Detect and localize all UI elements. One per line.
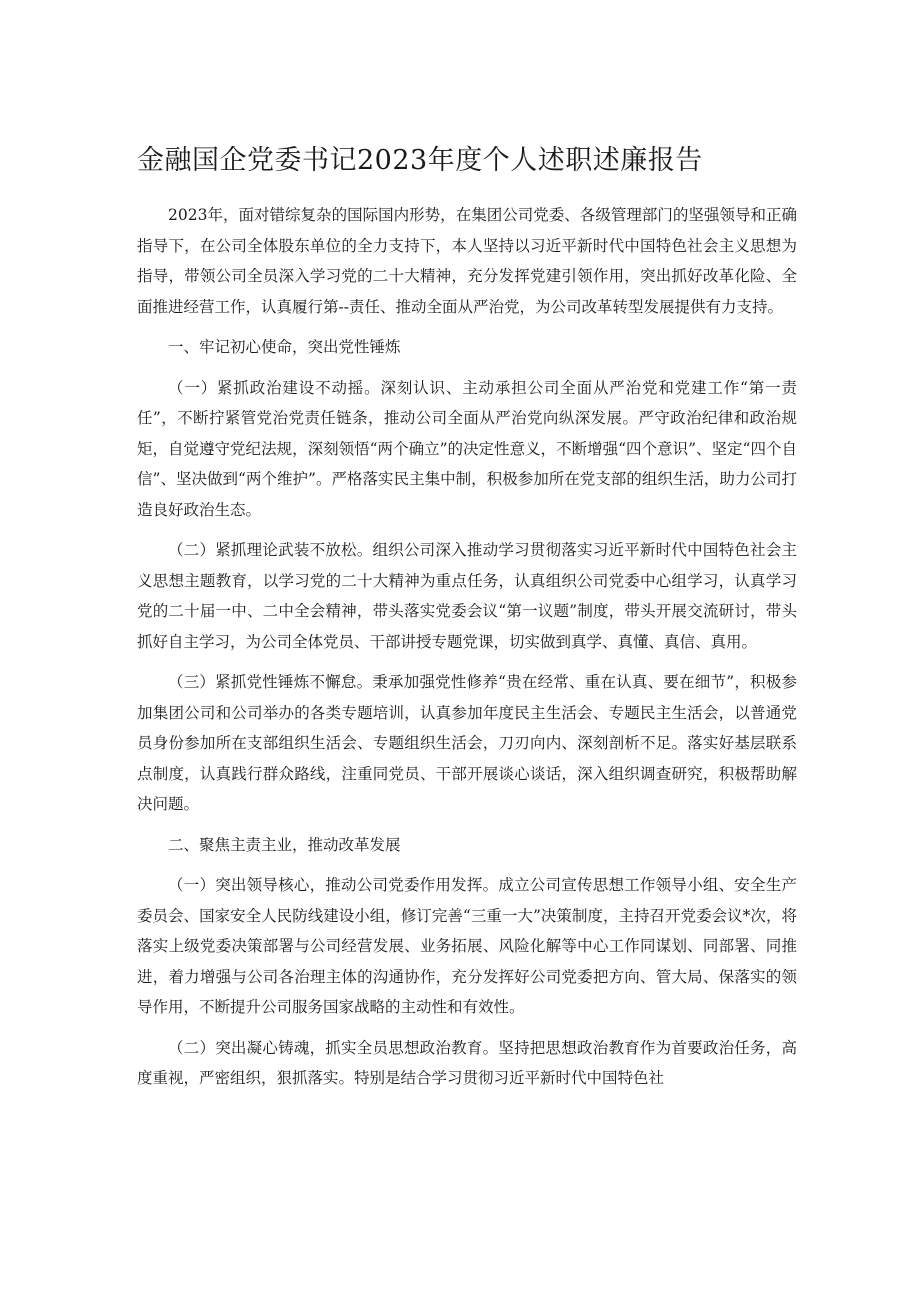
section-heading-2: 二、聚焦主责主业，推动改革发展 [168, 835, 401, 854]
section1-paragraph-2: （二）紧抓理论武装不放松。组织公司深入推动学习贯彻落实习近平新时代中国特色社会主义思想主题教育，以学习党的二十大精神为重点任务，认真组织公司党委中心组学习，认真学习党的二十届一中、二中全会精神，带头落实党委会议“第一议题”制度，带头开展交流研讨，带头抓好自主学习，为公司全体党员、干部讲授专题党课，切实做到真学、真懂、真信、真用。 [137, 541, 797, 651]
document-title: 金融国企党委书记2023年度个人述职述廉报告 [137, 145, 703, 176]
intro-paragraph: 2023年，面对错综复杂的国际国内形势，在集团公司党委、各级管理部门的坚强领导和正确指导下，在公司全体股东单位的全力支持下，本人坚持以习近平新时代中国特色社会主义思想为指导，带领公司全员深入学习党的二十大精神，充分发挥党建引领作用，突出抓好改革化险、全面推进经营工作，认真履行第--责任、推动全面从严治党，为公司改革转型发展提供有力支持。 [137, 206, 797, 316]
section1-paragraph-1: （一）紧抓政治建设不动摇。深刻认识、主动承担公司全面从严治党和党建工作“第一责任”，不断拧紧管党治党责任链条，推动公司全面从严治党向纵深发展。严守政治纪律和政治规矩，自觉遵守党纪法规，深刻领悟“两个确立”的决定性意义，不断增强“四个意识”、坚定“四个自信”、坚决做到“两个维护”。严格落实民主集中制，积极参加所在党支部的组织生活，助力公司打造良好政治生态。 [137, 378, 797, 519]
section2-paragraph-1: （一）突出领导核心，推动公司党委作用发挥。成立公司宣传思想工作领导小组、安全生产委员会、国家安全人民防线建设小组，修订完善“三重一大”决策制度，主持召开党委会议*次，将落实上级党委决策部署与公司经营发展、业务拓展、风险化解等中心工作同谋划、同部署、同推进，着力增强与公司各治理主体的沟通协作，充分发挥好公司党委把方向、管大局、保落实的领导作用，不断提升公司服务国家战略的主动性和有效性。 [137, 876, 797, 1016]
section1-paragraph-3: （三）紧抓党性锤炼不懈怠。秉承加强党性修养“贵在经常、重在认真、要在细节”，积极参加集团公司和公司举办的各类专题培训，认真参加年度民主生活会、专题民主生活会，以普通党员身份参加所在支部组织生活会、专题组织生活会，刀刃向内、深刻剖析不足。落实好基层联系点制度，认真践行群众路线，注重同党员、干部开展谈心谈话，深入组织调查研究，积极帮助解决问题。 [137, 673, 797, 813]
section-heading-1: 一、牢记初心使命，突出党性锤炼 [168, 338, 401, 356]
section2-paragraph-2: （二）突出凝心铸魂，抓实全员思想政治教育。坚持把思想政治教育作为首要政治任务，高度重视，严密组织，狠抓落实。特别是结合学习贯彻习近平新时代中国特色社 [137, 1038, 797, 1087]
document-body [137, 200, 797, 1094]
